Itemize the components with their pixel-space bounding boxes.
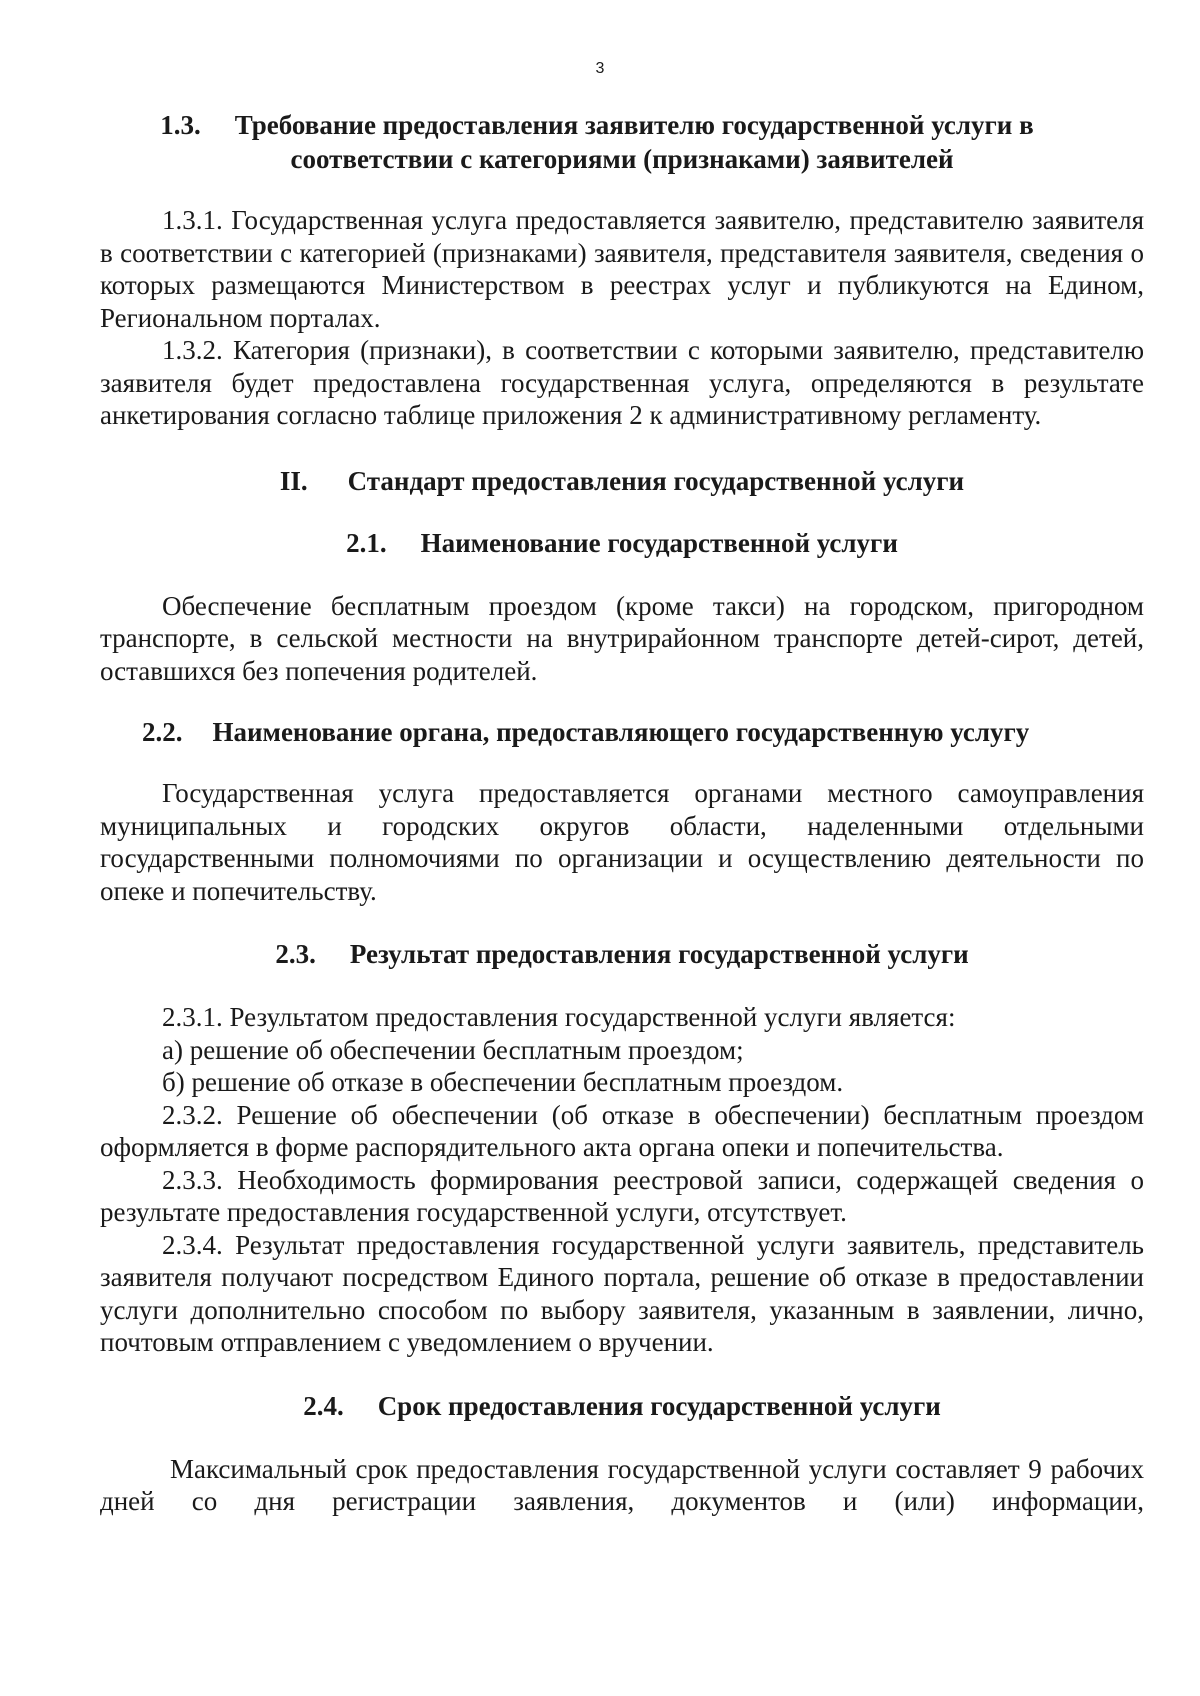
- heading-title: Наименование органа, предоставляющего государственную услугу: [212, 717, 1030, 747]
- paragraph-2-1: Обеспечение бесплатным проездом (кроме такси) на городском, пригородном транспорте, в сельской местности на внутрирайонном транспорте детей-сирот, детей, оставшихся без попечения родителей.: [100, 590, 1144, 686]
- heading-title: Стандарт предоставления государственной услуги: [347, 465, 965, 496]
- page-number: 3: [595, 60, 605, 77]
- paragraph-2-3-1-a: а) решение об обеспечении бесплатным проездом;: [162, 1034, 744, 1065]
- paragraph-2-3-1: 2.3.1. Результатом предоставления государственной услуги является:: [162, 1002, 956, 1032]
- heading-title: Наименование государственной услуги: [420, 527, 898, 558]
- heading-title-line1: Требование предоставления заявителю государственной услуги в: [234, 110, 1034, 140]
- heading-2-4: [100, 1389, 1144, 1423]
- paragraph-2-3-3: 2.3.3. Необходимость формирования реестровой записи, содержащей сведения о результате предоставления государственной услуги, отсутствует.: [100, 1164, 1144, 1227]
- heading-title: Срок предоставления государственной услуги: [377, 1390, 941, 1421]
- heading-number: 1.3.: [160, 110, 201, 140]
- heading-2-2: [142, 715, 1144, 749]
- paragraph-2-2: Государственная услуга предоставляется органами местного самоуправления муниципальных и городских округов области, наделенными отдельными государственными полномочиями по организации и осуществлению деятельности по опеке и попечительству.: [100, 778, 1144, 906]
- heading-2-3: [100, 937, 1144, 971]
- heading-1-3-line2: соответствии с категориями (признаками) заявителей: [290, 144, 954, 174]
- paragraph-2-4: Максимальный срок предоставления государственной услуги составляет 9 рабочих дней со дня регистрации заявления, документов и (или) информации,: [100, 1453, 1144, 1516]
- heading-number: 2.1.: [346, 527, 387, 558]
- heading-1-3: [50, 108, 1144, 142]
- document-body: [100, 108, 1144, 1518]
- paragraph-2-3-4: 2.3.4. Результат предоставления государственной услуги заявитель, представитель заявителя получают посредством Единого портала, решение об отказе в предоставлении услуги дополнительно способом по выбору заявителя, указанным в заявлении, лично, почтовым отправлением с уведомлением о вручении.: [100, 1229, 1144, 1357]
- heading-number: 2.3.: [275, 939, 316, 969]
- paragraph-1-3-2: 1.3.2. Категория (признаки), в соответствии с которыми заявителю, представителю заявителя будет предоставлена государственная услуга, определяются в результате анкетирования согласно таблице приложения 2 к административному регламенту.: [100, 335, 1144, 430]
- heading-section-2: [100, 464, 1144, 498]
- heading-number: 2.2.: [142, 717, 183, 747]
- heading-number: 2.4.: [303, 1390, 344, 1421]
- heading-title: Результат предоставления государственной услуги: [349, 939, 969, 969]
- heading-2-1: [100, 526, 1144, 560]
- heading-number: II.: [279, 465, 308, 496]
- paragraph-2-3-2: 2.3.2. Решение об обеспечении (об отказе в обеспечении) бесплатным проездом оформляется в форме распорядительного акта органа опеки и попечительства.: [100, 1099, 1144, 1162]
- paragraph-1-3-1: 1.3.1. Государственная услуга предоставляется заявителю, представителю заявителя в соответствии с категорией (признаками) заявителя, представителя заявителя, сведения о которых размещаются Министерством в реестрах услуг и публикуются на Едином, Региональном порталах.: [100, 205, 1144, 333]
- paragraph-2-3-1-b: б) решение об отказе в обеспечении бесплатным проездом.: [162, 1067, 844, 1097]
